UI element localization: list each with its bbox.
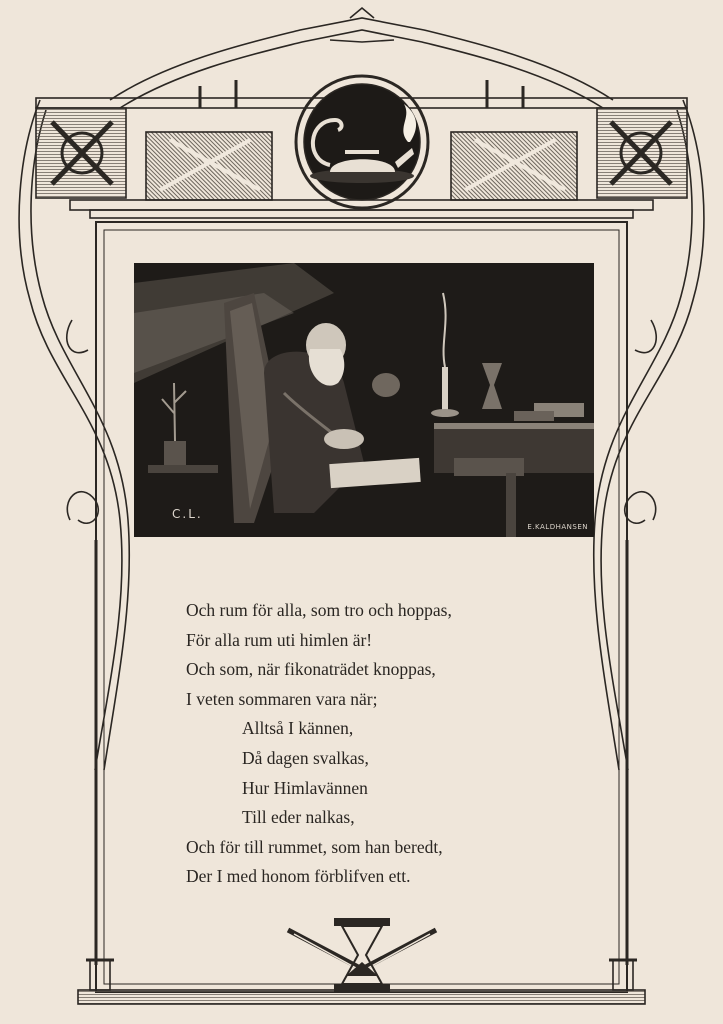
engraver-signature-right: E.KALDHANSEN — [527, 523, 588, 531]
engraving-illustration — [134, 263, 594, 537]
poem-line: Och som, när fikonaträdet knoppas, — [186, 659, 436, 680]
poem-line: Alltså I kännen, — [242, 718, 354, 739]
poem-line: Till eder nalkas, — [242, 807, 355, 828]
hourglass-icon — [288, 918, 436, 992]
poem-line: Och för till rummet, som han beredt, — [186, 836, 443, 857]
poem-text — [186, 596, 586, 892]
poem-line: För alla rum uti himlen är! — [186, 629, 373, 650]
poem-line: Och rum för alla, som tro och hoppas, — [186, 600, 452, 620]
artist-signature-left: C.L. — [172, 507, 203, 521]
poem-line: Då dagen svalkas, — [242, 747, 369, 768]
poem-line: Der I med honom förblifven ett. — [186, 866, 411, 887]
poem-line: Hur Himlavännen — [242, 777, 368, 798]
poem-line: I veten sommaren vara när; — [186, 688, 378, 709]
oil-lamp-icon — [296, 76, 428, 208]
